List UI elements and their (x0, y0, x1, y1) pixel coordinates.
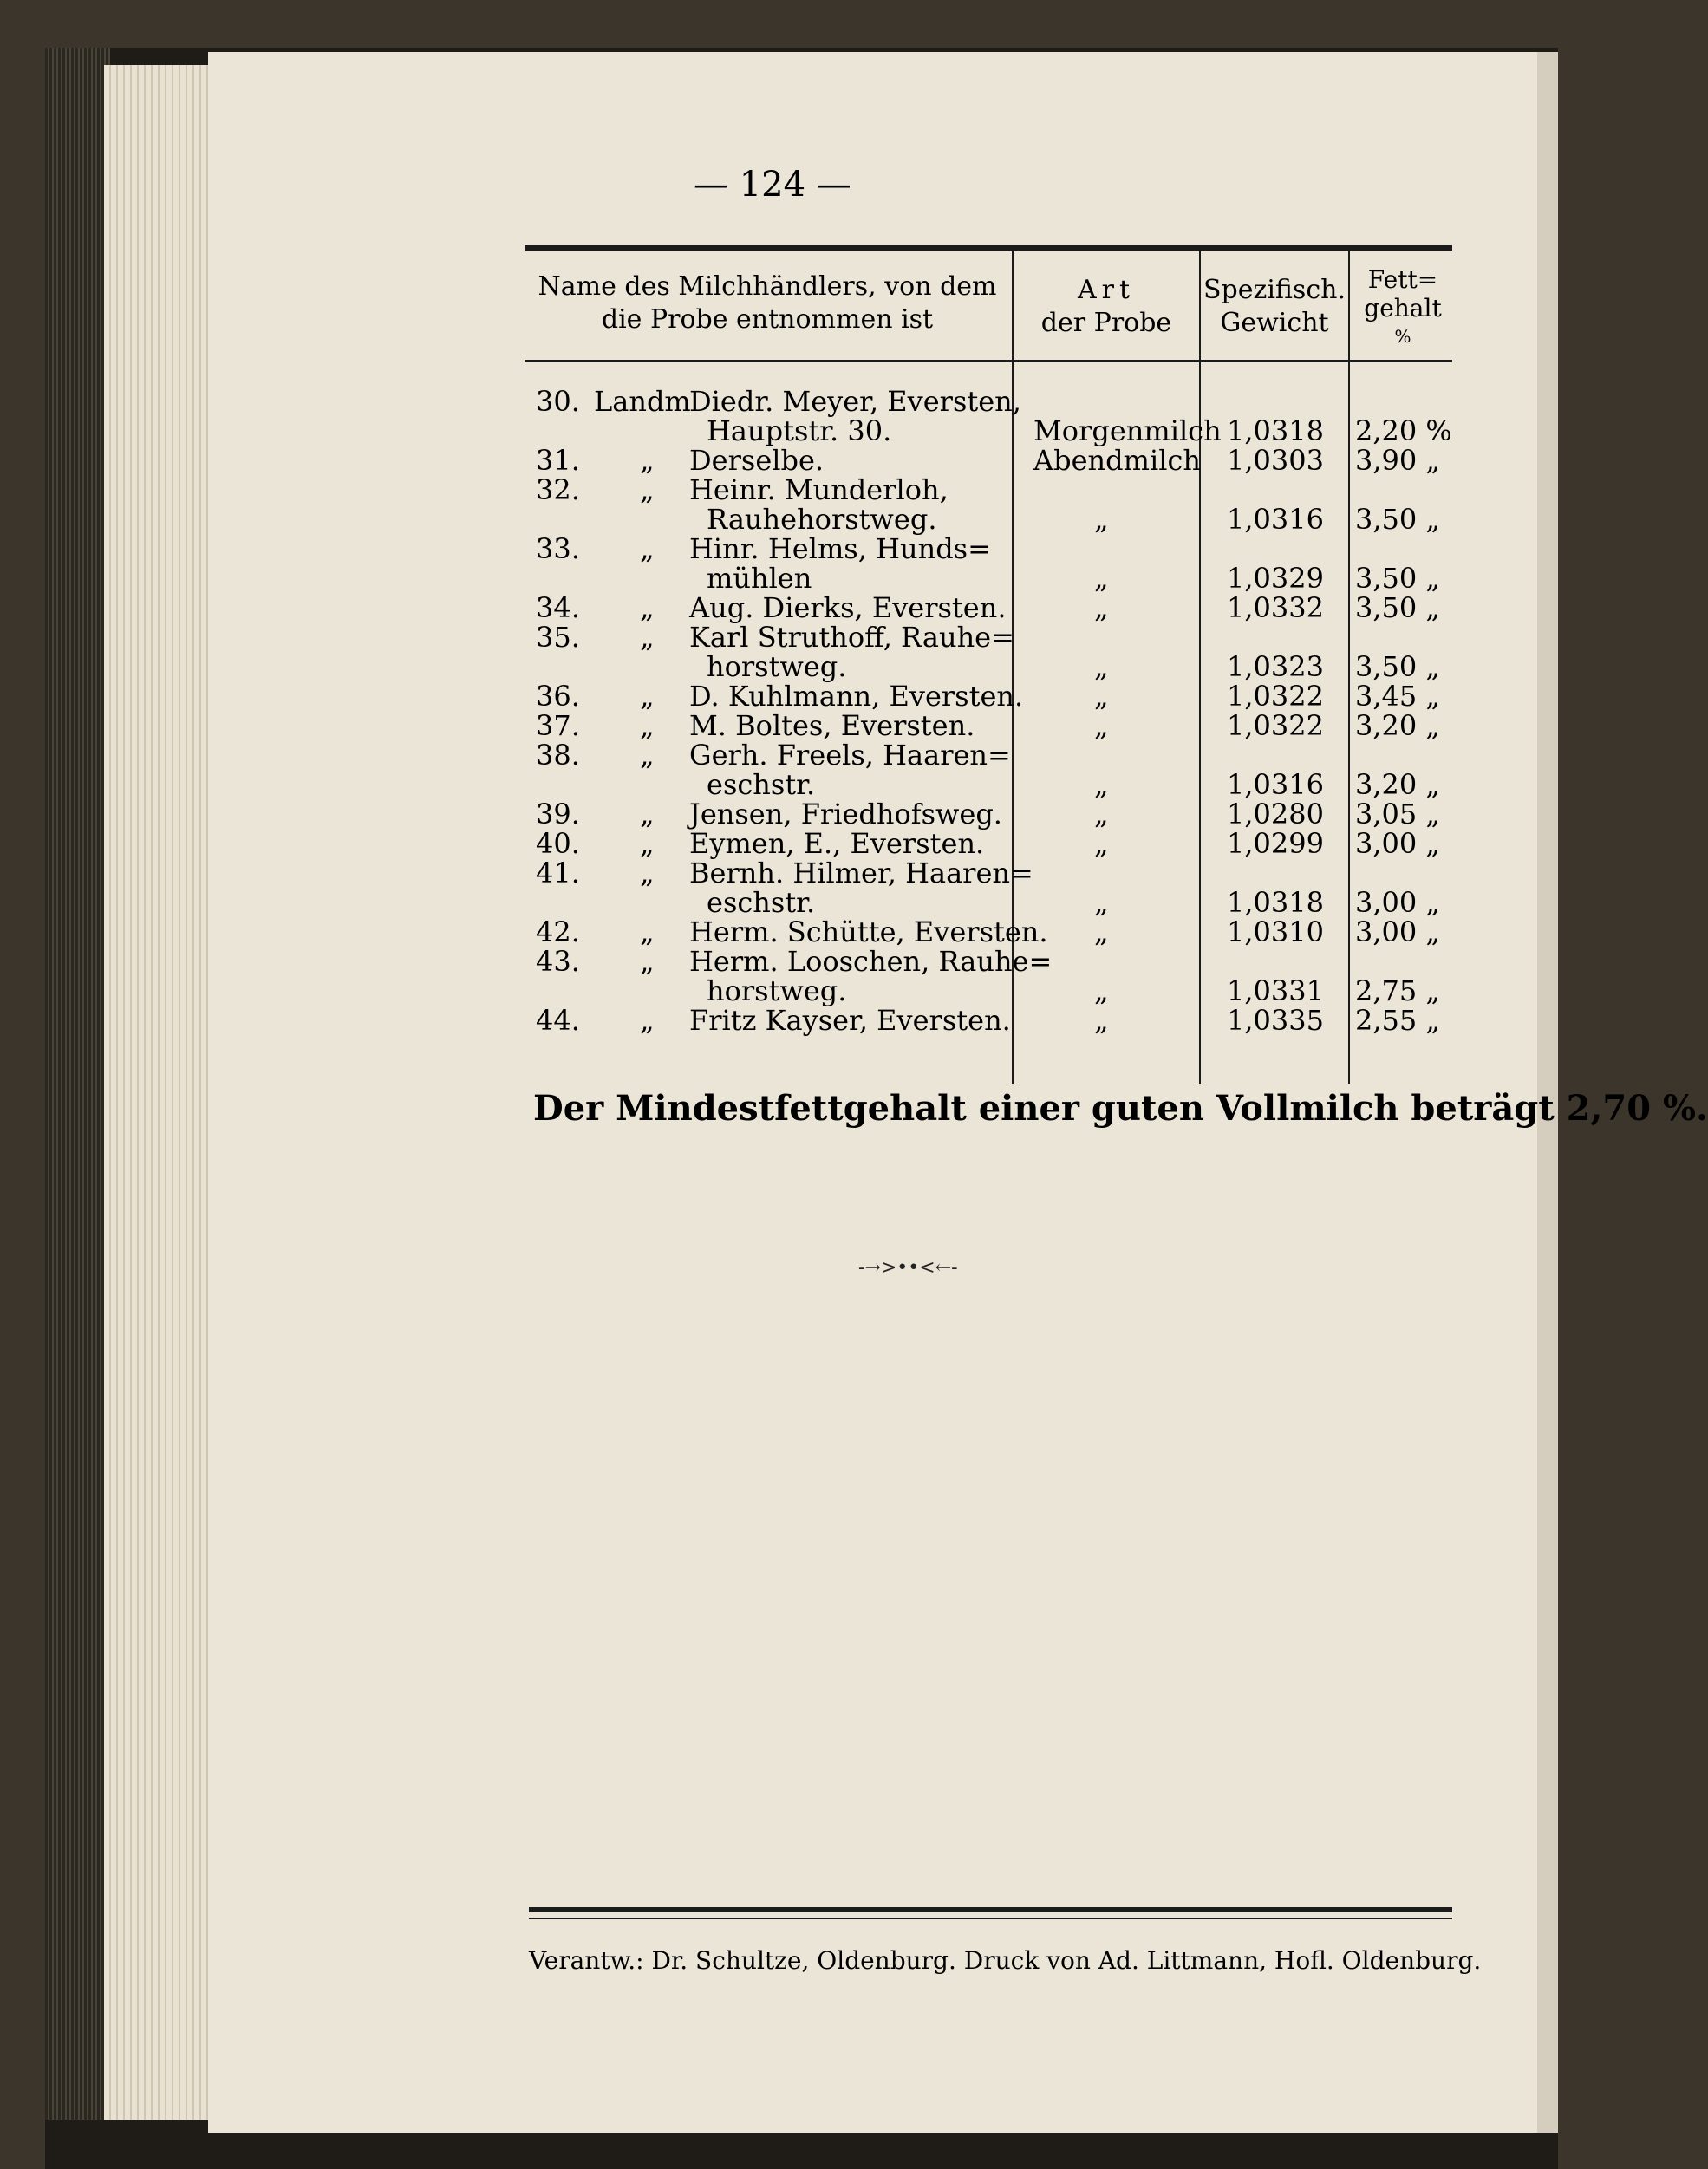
row-fett: 2,75 „ (1355, 974, 1440, 1007)
row-name: Karl Struthoff, Rauhe= (689, 621, 1014, 654)
row-prefix: Landm (594, 385, 691, 418)
header-gewicht-line1: Spezifisch. (1203, 275, 1346, 305)
summary-text: Der Mindestfettgehalt einer guten Vollmilch beträgt 2,70 %. (533, 1088, 1708, 1129)
row-fett: 2,20 % (1355, 414, 1452, 447)
header-name-line2: die Probe entnommen ist (601, 304, 934, 335)
row-name-continued: Rauhehorstweg. (707, 503, 937, 536)
row-fett: 3,50 „ (1355, 562, 1440, 595)
row-art: „ (1094, 650, 1109, 683)
row-number: 39. (536, 798, 580, 830)
header-art-line2: der Probe (1040, 308, 1172, 338)
row-name: Heinr. Munderloh, (689, 473, 949, 506)
row-gewicht: 1,0335 (1227, 1004, 1324, 1037)
header-gewicht-line2: Gewicht (1220, 308, 1329, 338)
row-fett: 3,50 „ (1355, 650, 1440, 683)
row-ditto-mark: „ (640, 798, 655, 830)
row-art: „ (1094, 709, 1109, 742)
row-name-continued: horstweg. (707, 650, 847, 683)
page-number: — 124 — (694, 165, 851, 205)
footer-rule-thin (529, 1918, 1452, 1919)
row-ditto-mark: „ (640, 945, 655, 978)
row-fett: 3,05 „ (1355, 798, 1440, 830)
row-ditto-mark: „ (640, 739, 655, 772)
row-ditto-mark: „ (640, 709, 655, 742)
row-ditto-mark: „ (640, 1004, 655, 1037)
row-number: 32. (536, 473, 580, 506)
table-top-rule (525, 245, 1452, 251)
row-fett: 3,90 „ (1355, 444, 1440, 477)
row-fett: 3,00 „ (1355, 827, 1440, 860)
row-name: Herm. Looschen, Rauhe= (689, 945, 1053, 978)
row-gewicht: 1,0303 (1227, 444, 1324, 477)
row-art: „ (1094, 974, 1109, 1007)
row-name: Gerh. Freels, Haaren= (689, 739, 1011, 772)
header-fett-line2: gehalt (1364, 294, 1442, 322)
row-art: „ (1094, 827, 1109, 860)
row-ditto-mark: „ (640, 857, 655, 889)
row-fett: 3,20 „ (1355, 709, 1440, 742)
row-ditto-mark: „ (640, 915, 655, 948)
header-name-line1: Name des Milchhändlers, von dem (538, 271, 997, 302)
row-number: 44. (536, 1004, 580, 1037)
row-art: Abendmilch (1033, 444, 1201, 477)
row-gewicht: 1,0332 (1227, 591, 1324, 624)
row-number: 42. (536, 915, 580, 948)
row-gewicht: 1,0318 (1227, 414, 1324, 447)
row-fett: 3,45 „ (1355, 680, 1440, 713)
row-fett: 3,00 „ (1355, 886, 1440, 919)
header-name (529, 270, 1006, 336)
header-art-line1: Art (1077, 275, 1136, 305)
header-art (1014, 274, 1198, 340)
row-name: Diedr. Meyer, Eversten, (689, 385, 1021, 418)
header-fett-line1: Fett= (1367, 265, 1438, 294)
row-ditto-mark: „ (640, 444, 655, 477)
row-art: „ (1094, 562, 1109, 595)
row-gewicht: 1,0322 (1227, 709, 1324, 742)
row-art: „ (1094, 798, 1109, 830)
row-art: „ (1094, 886, 1109, 919)
row-gewicht: 1,0299 (1227, 827, 1324, 860)
row-ditto-mark: „ (640, 532, 655, 565)
row-art: „ (1094, 1004, 1109, 1037)
book-cover-edge (45, 48, 110, 2120)
row-name: Jensen, Friedhofsweg. (689, 798, 1002, 830)
row-number: 40. (536, 827, 580, 860)
row-name: Fritz Kayser, Eversten. (689, 1004, 1011, 1037)
row-number: 35. (536, 621, 580, 654)
row-art: „ (1094, 591, 1109, 624)
row-gewicht: 1,0323 (1227, 650, 1324, 683)
header-gewicht (1202, 274, 1347, 340)
row-ditto-mark: „ (640, 473, 655, 506)
row-number: 30. (536, 385, 580, 418)
row-ditto-mark: „ (640, 621, 655, 654)
row-fett: 3,20 „ (1355, 768, 1440, 801)
row-number: 31. (536, 444, 580, 477)
row-gewicht: 1,0331 (1227, 974, 1324, 1007)
column-divider-2 (1199, 251, 1201, 1084)
row-art: „ (1094, 915, 1109, 948)
row-name: Bernh. Hilmer, Haaren= (689, 857, 1033, 889)
row-name: M. Boltes, Eversten. (689, 709, 975, 742)
row-name-continued: horstweg. (707, 974, 847, 1007)
row-number: 34. (536, 591, 580, 624)
row-ditto-mark: „ (640, 680, 655, 713)
row-gewicht: 1,0280 (1227, 798, 1324, 830)
row-ditto-mark: „ (640, 591, 655, 624)
row-art: „ (1094, 503, 1109, 536)
row-name: Herm. Schütte, Eversten. (689, 915, 1048, 948)
row-name: Derselbe. (689, 444, 825, 477)
row-gewicht: 1,0310 (1227, 915, 1324, 948)
footer-rule-thick (529, 1907, 1452, 1912)
ornament-divider: -→>••<←- (858, 1257, 958, 1279)
row-name: Eymen, E., Eversten. (689, 827, 985, 860)
row-name: D. Kuhlmann, Eversten. (689, 680, 1024, 713)
row-gewicht: 1,0322 (1227, 680, 1324, 713)
row-name-continued: eschstr. (707, 768, 816, 801)
row-name-continued: Hauptstr. 30. (707, 414, 892, 447)
row-gewicht: 1,0329 (1227, 562, 1324, 595)
row-art: „ (1094, 768, 1109, 801)
row-number: 37. (536, 709, 580, 742)
row-art: „ (1094, 680, 1109, 713)
row-number: 41. (536, 857, 580, 889)
row-name-continued: eschstr. (707, 886, 816, 919)
table-header-rule (525, 360, 1452, 362)
row-fett: 2,55 „ (1355, 1004, 1440, 1037)
row-gewicht: 1,0316 (1227, 768, 1324, 801)
row-name: Hinr. Helms, Hunds= (689, 532, 991, 565)
row-fett: 3,50 „ (1355, 503, 1440, 536)
row-art: Morgenmilch (1033, 414, 1222, 447)
footer-imprint: Verantw.: Dr. Schultze, Oldenburg. Druck von Ad. Littmann, Hofl. Oldenburg. (529, 1946, 1482, 1975)
row-gewicht: 1,0316 (1227, 503, 1324, 536)
row-name-continued: mühlen (707, 562, 812, 595)
row-name: Aug. Dierks, Eversten. (689, 591, 1007, 624)
header-fett-line3: % (1394, 326, 1411, 347)
row-number: 33. (536, 532, 580, 565)
column-divider-3 (1348, 251, 1350, 1084)
row-number: 43. (536, 945, 580, 978)
header-fett (1351, 265, 1455, 351)
row-gewicht: 1,0318 (1227, 886, 1324, 919)
row-ditto-mark: „ (640, 827, 655, 860)
row-fett: 3,00 „ (1355, 915, 1440, 948)
row-number: 38. (536, 739, 580, 772)
row-number: 36. (536, 680, 580, 713)
row-fett: 3,50 „ (1355, 591, 1440, 624)
